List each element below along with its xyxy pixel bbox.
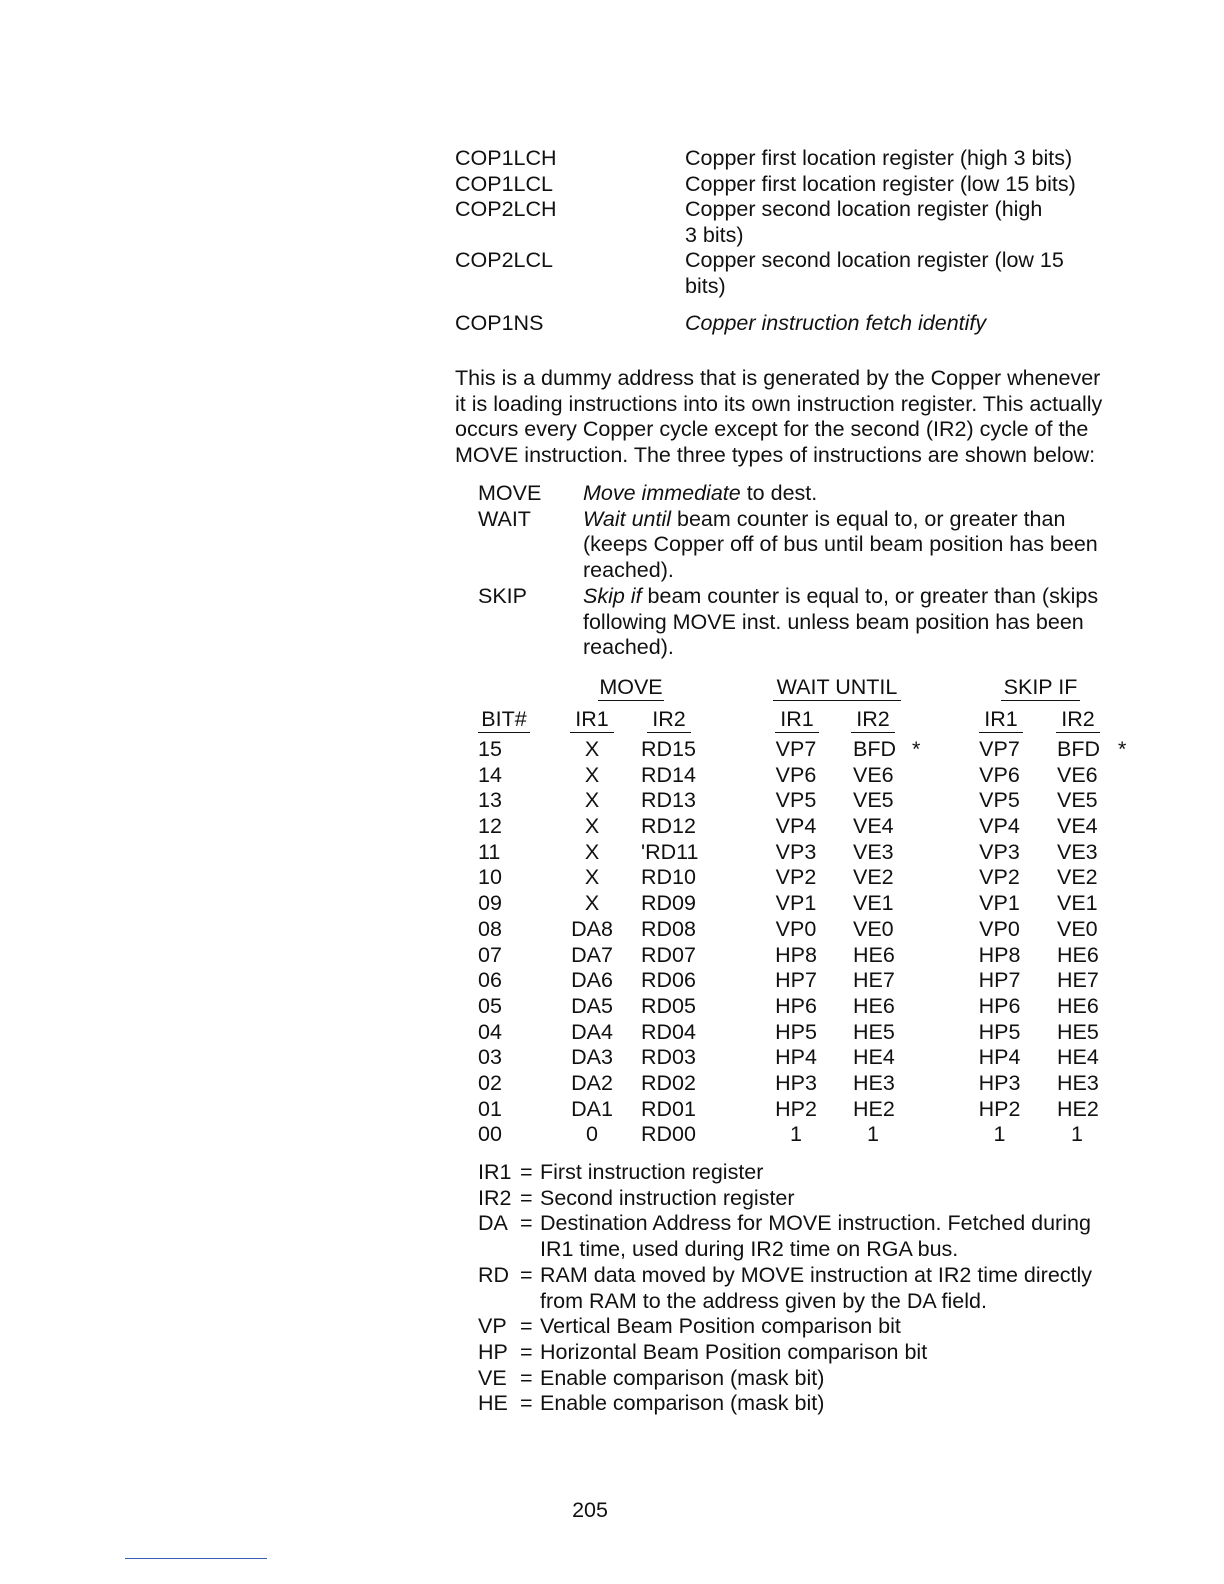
legend-text: RAM data moved by MOVE instruction at IR2 time directly from RAM to the address given by the DA field. (540, 1262, 1093, 1313)
bit-cell: 01 (478, 1096, 502, 1121)
skip-ir2-cell: VE6 (1057, 762, 1098, 787)
move-ir2-cell: RD03 (641, 1045, 696, 1070)
wait-ir1-cell: 1 (790, 1122, 802, 1147)
move-ir1-cell: DA8 (571, 916, 613, 941)
register-name: COP2LCH (455, 197, 557, 221)
wait-ir1-cell: VP1 (775, 891, 817, 916)
instruction-lead: Wait until (583, 506, 672, 531)
skip-ir2-cell: HE6 (1057, 993, 1099, 1018)
move-ir2-cell: RD04 (641, 1019, 696, 1044)
table-row (0, 1071, 1224, 1097)
legend-text: Enable comparison (mask bit) (540, 1365, 825, 1390)
move-ir1-cell: DA6 (571, 968, 613, 993)
skip-ir1-cell: 1 (993, 1122, 1006, 1147)
page-number: 205 (572, 1498, 608, 1522)
move-ir1-cell: DA5 (571, 993, 613, 1018)
legend-abbreviation: VP (478, 1314, 507, 1339)
legend-text: Destination Address for MOVE instruction. Fetched during IR1 time, used during IR2 time on RGA bus. (540, 1211, 1091, 1262)
wait-ir1-cell: HP6 (775, 993, 817, 1018)
legend-equals: = (520, 1262, 533, 1287)
move-ir2-cell: RD15 (641, 737, 696, 761)
wait-ir2-cell: VE4 (853, 814, 894, 839)
register-name: COP2LCL (455, 248, 553, 272)
bit-cell: 03 (478, 1045, 502, 1070)
legend-item (478, 1366, 1118, 1392)
move-ir1-cell: 0 (586, 1122, 598, 1147)
legend-text: Second instruction register (540, 1185, 795, 1210)
legend-item (478, 1263, 1118, 1314)
move-ir2-cell: RD12 (641, 814, 696, 839)
wait-ir1-cell: HP3 (775, 1070, 817, 1095)
legend-abbreviation: DA (478, 1211, 508, 1236)
wait-ir1-cell: HP5 (775, 1019, 817, 1044)
move-ir1-cell: X (584, 762, 600, 787)
legend-item (478, 1314, 1118, 1340)
register-name: COP1LCL (455, 171, 553, 196)
bit-cell: 05 (478, 993, 502, 1018)
wait-ir2-cell: HE3 (853, 1070, 895, 1095)
skip-ir1-cell: HP2 (978, 1096, 1021, 1121)
instruction-rest: beam counter is equal to, or greater than (skips following MOVE inst. unless beam position has been reached). (583, 583, 1099, 660)
wait-ir1-cell: HP8 (775, 942, 817, 967)
move-ir2-cell: RD07 (641, 942, 696, 967)
instruction-description (583, 584, 1103, 661)
skip-ir1-cell: VP4 (979, 814, 1020, 839)
table-row (0, 1122, 1224, 1148)
move-ir2-cell: RD10 (641, 865, 696, 890)
move-ir1-cell: DA1 (571, 1096, 613, 1121)
register-row (455, 172, 1115, 198)
wait-ir2-cell: VE6 (853, 762, 894, 787)
skip-ir2-cell: BFD (1057, 737, 1100, 761)
legend-abbreviation: VE (478, 1365, 507, 1390)
legend-equals: = (520, 1391, 533, 1416)
legend-text: Vertical Beam Position comparison bit (540, 1314, 901, 1339)
skip-ir2-cell: VE1 (1057, 891, 1098, 916)
skip-ir2-cell: HE4 (1057, 1045, 1099, 1070)
legend-abbreviation: RD (478, 1262, 510, 1287)
move-ir1-cell: X (584, 865, 600, 890)
move-ir2-cell: RD02 (641, 1070, 696, 1095)
legend-item (478, 1186, 1118, 1212)
legend-text: First instruction register (540, 1160, 764, 1184)
move-ir1-cell: X (584, 891, 600, 916)
instruction-description (583, 507, 1103, 584)
skip-ir2-cell: VE4 (1057, 814, 1098, 839)
register-description: Copper instruction fetch identify (685, 311, 987, 335)
skip-ir2-cell: VE0 (1057, 916, 1098, 941)
table-row (0, 840, 1224, 866)
bit-cell: 10 (478, 865, 502, 890)
wait-ir2-cell: VE0 (853, 916, 894, 941)
register-description: Copper first location register (low 15 bits) (685, 171, 1076, 196)
bit-cell: 14 (478, 762, 502, 787)
skip-ir1-cell: HP4 (978, 1045, 1021, 1070)
instruction-type-wait (478, 507, 1118, 584)
table-group-headers (0, 674, 1224, 704)
abbreviation-legend (478, 1160, 1118, 1417)
wait-ir2-cell: HE7 (853, 968, 895, 993)
body-paragraph: This is a dummy address that is generated by the Copper whenever it is loading instructions into its own instruction register. This actually occurs every Copper cycle except for the second (IR2) cycle of the MOVE instruction. The three types of instructions are shown below: (455, 366, 1103, 468)
skip-ir1-cell: VP3 (979, 839, 1020, 864)
legend-abbreviation: IR2 (478, 1185, 512, 1210)
skip-ir1-cell: HP6 (978, 993, 1021, 1018)
register-name: COP1NS (455, 311, 544, 335)
column-header-move-ir2: IR2 (647, 706, 691, 733)
legend-equals: = (520, 1339, 533, 1364)
wait-ir1-cell: VP6 (775, 762, 817, 787)
bit-table-body (0, 737, 1224, 1148)
wait-ir1-cell: VP0 (775, 916, 817, 941)
wait-ir1-cell: HP2 (775, 1096, 817, 1121)
table-row (0, 788, 1224, 814)
wait-ir1-cell: HP7 (775, 968, 817, 993)
table-row (0, 1020, 1224, 1046)
column-header-bit: BIT# (478, 706, 530, 733)
wait-ir1-cell: VP3 (775, 839, 817, 864)
table-row (0, 763, 1224, 789)
register-list (455, 146, 1115, 337)
move-ir2-cell: 'RD11 (641, 839, 699, 864)
wait-ir2-cell: HE6 (853, 993, 895, 1018)
move-ir2-cell: RD09 (641, 891, 696, 916)
instruction-type-skip (478, 584, 1118, 661)
group-header-move: MOVE (599, 675, 663, 699)
table-row (0, 814, 1224, 840)
wait-ir2-cell: VE3 (853, 839, 894, 864)
wait-ir1-cell: HP4 (775, 1045, 817, 1070)
legend-item (478, 1391, 1118, 1417)
move-ir2-cell: RD05 (641, 993, 696, 1018)
move-ir1-cell: X (584, 737, 600, 761)
skip-ir2-cell: HE3 (1057, 1070, 1099, 1095)
register-description: Copper second location register (high 3 bits) (685, 197, 1043, 247)
register-row (455, 146, 1115, 172)
instruction-name: MOVE (478, 481, 542, 505)
table-column-headers (0, 706, 1224, 736)
move-ir1-cell: DA2 (571, 1070, 613, 1095)
legend-item (478, 1160, 1118, 1186)
skip-ir1-cell: VP1 (979, 891, 1020, 916)
legend-item (478, 1211, 1118, 1262)
wait-ir1-cell: VP5 (775, 788, 817, 813)
register-description: Copper first location register (high 3 bits) (685, 146, 1073, 170)
column-header-wait-ir1: IR1 (775, 706, 819, 733)
bit-cell: 15 (478, 737, 502, 761)
register-row (455, 197, 1115, 248)
bit-cell: 09 (478, 891, 502, 916)
bit-cell: 07 (478, 942, 502, 967)
wait-ir2-cell: 1 (867, 1122, 879, 1147)
skip-ir2-cell: VE3 (1057, 839, 1098, 864)
instruction-lead: Skip if (583, 583, 642, 608)
legend-equals: = (520, 1211, 533, 1236)
wait-ir2-cell: BFD (853, 737, 896, 761)
skip-ir1-cell: VP2 (979, 865, 1020, 890)
wait-ir2-cell: VE5 (853, 788, 894, 813)
legend-item (478, 1340, 1118, 1366)
column-header-skip-ir2: IR2 (1056, 706, 1100, 733)
legend-abbreviation: HP (478, 1339, 508, 1364)
legend-equals: = (520, 1314, 533, 1339)
bit-cell: 13 (478, 788, 502, 813)
instruction-type-list (478, 481, 1118, 661)
group-header-wait-until: WAIT UNTIL (773, 674, 901, 701)
move-ir1-cell: DA3 (571, 1045, 613, 1070)
legend-abbreviation: IR1 (478, 1160, 512, 1184)
bit-cell: 08 (478, 916, 502, 941)
bit-cell: 02 (478, 1070, 502, 1095)
table-row (0, 968, 1224, 994)
skip-ir1-cell: VP5 (979, 788, 1020, 813)
skip-ir1-cell: HP7 (978, 968, 1021, 993)
footnote-asterisk: * (1118, 737, 1127, 761)
bit-cell: 12 (478, 814, 502, 839)
wait-ir1-cell: VP2 (775, 865, 817, 890)
wait-ir2-cell: HE4 (853, 1045, 895, 1070)
skip-ir2-cell: VE2 (1057, 865, 1098, 890)
footer-rule (125, 1558, 267, 1559)
register-row (455, 248, 1115, 299)
column-header-move-ir1: IR1 (570, 706, 614, 733)
column-header-skip-ir1: IR1 (979, 706, 1023, 733)
move-ir1-cell: DA7 (571, 942, 613, 967)
legend-equals: = (520, 1160, 533, 1184)
wait-ir2-cell: HE5 (853, 1019, 895, 1044)
skip-ir1-cell: HP5 (978, 1019, 1021, 1044)
table-row (0, 891, 1224, 917)
table-row (0, 943, 1224, 969)
table-row (0, 737, 1224, 763)
skip-ir1-cell: VP7 (979, 737, 1020, 761)
move-ir2-cell: RD08 (641, 916, 696, 941)
table-row (0, 994, 1224, 1020)
bit-cell: 04 (478, 1019, 502, 1044)
skip-ir1-cell: VP0 (979, 916, 1020, 941)
bit-cell: 06 (478, 968, 502, 993)
skip-ir2-cell: HE6 (1057, 942, 1099, 967)
bit-cell: 11 (478, 839, 501, 864)
register-row (455, 311, 1115, 337)
legend-text: Horizontal Beam Position comparison bit (540, 1339, 928, 1364)
register-description: Copper second location register (low 15 bits) (685, 248, 1064, 298)
instruction-name: SKIP (478, 583, 527, 608)
skip-ir2-cell: 1 (1071, 1122, 1083, 1147)
legend-text: Enable comparison (mask bit) (540, 1391, 825, 1416)
wait-ir2-cell: HE2 (853, 1096, 895, 1121)
table-row (0, 917, 1224, 943)
instruction-rest: to dest. (740, 481, 818, 505)
wait-ir2-cell: HE6 (853, 942, 895, 967)
move-ir2-cell: RD01 (641, 1096, 696, 1121)
skip-ir2-cell: HE2 (1057, 1096, 1099, 1121)
wait-ir2-cell: VE1 (853, 891, 894, 916)
skip-ir2-cell: HE7 (1057, 968, 1099, 993)
wait-ir1-cell: VP7 (775, 737, 817, 761)
move-ir2-cell: RD00 (641, 1122, 696, 1147)
instruction-lead: Move immediate (583, 481, 741, 505)
move-ir2-cell: RD13 (641, 788, 696, 813)
move-ir1-cell: DA4 (571, 1019, 613, 1044)
instruction-name: WAIT (478, 506, 531, 531)
table-row (0, 865, 1224, 891)
wait-ir1-cell: VP4 (775, 814, 817, 839)
group-header-skip-if: SKIP IF (1001, 674, 1080, 701)
skip-ir1-cell: VP6 (979, 762, 1020, 787)
skip-ir1-cell: HP8 (978, 942, 1021, 967)
table-row (0, 1097, 1224, 1123)
move-ir1-cell: X (584, 814, 600, 839)
instruction-rest: beam counter is equal to, or greater than (keeps Copper off of bus until beam position has been reached). (583, 506, 1098, 583)
legend-equals: = (520, 1185, 533, 1210)
move-ir2-cell: RD06 (641, 968, 696, 993)
wait-ir2-cell: VE2 (853, 865, 894, 890)
skip-ir1-cell: HP3 (978, 1070, 1021, 1095)
move-ir1-cell: X (584, 788, 600, 813)
instruction-type-move (478, 481, 1118, 507)
legend-abbreviation: HE (478, 1391, 508, 1416)
footnote-asterisk: * (912, 737, 921, 761)
column-header-wait-ir2: IR2 (851, 706, 895, 733)
skip-ir2-cell: VE5 (1057, 788, 1098, 813)
move-ir2-cell: RD14 (641, 762, 696, 787)
move-ir1-cell: X (584, 839, 600, 864)
bit-cell: 00 (478, 1122, 502, 1147)
skip-ir2-cell: HE5 (1057, 1019, 1099, 1044)
instruction-description (583, 481, 1103, 507)
legend-equals: = (520, 1365, 533, 1390)
table-row (0, 1045, 1224, 1071)
register-name: COP1LCH (455, 146, 557, 170)
